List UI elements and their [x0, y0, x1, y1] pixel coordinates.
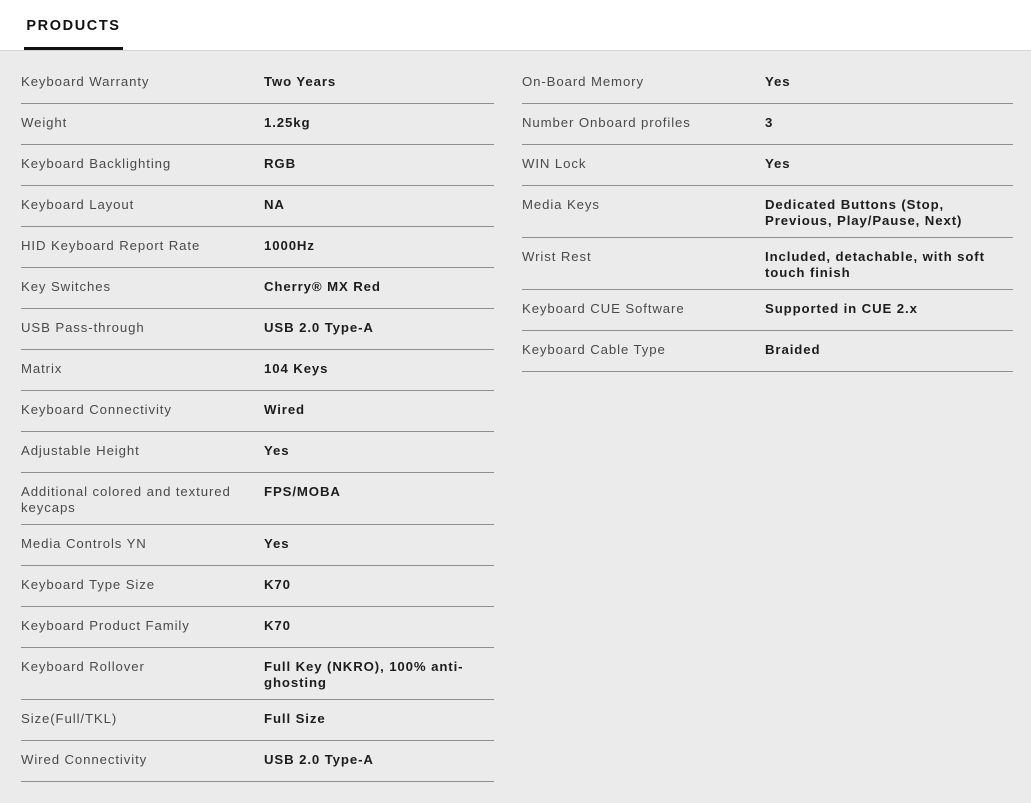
- spec-label: Wrist Rest: [522, 249, 592, 264]
- spec-value: Yes: [765, 156, 791, 171]
- spec-value: K70: [264, 618, 291, 633]
- spec-value: RGB: [264, 156, 297, 171]
- spec-label: Weight: [21, 115, 68, 130]
- spec-label: Keyboard Layout: [21, 197, 135, 212]
- spec-label: Key Switches: [21, 279, 111, 294]
- spec-row-onboard-memory: [522, 63, 1013, 104]
- spec-row-usb-pass-through: [21, 309, 494, 350]
- spec-label: Keyboard Connectivity: [21, 402, 172, 417]
- spec-value: Yes: [264, 536, 290, 551]
- spec-label: Adjustable Height: [21, 443, 140, 458]
- spec-row-media-keys: [522, 186, 1013, 238]
- spec-label: Keyboard Type Size: [21, 577, 155, 592]
- spec-row-onboard-profiles: [522, 104, 1013, 145]
- spec-value: Dedicated Buttons (Stop, Previous, Play/Pause, Next): [765, 197, 963, 228]
- spec-value: Yes: [765, 74, 791, 89]
- spec-value: NA: [264, 197, 285, 212]
- spec-label: WIN Lock: [522, 156, 587, 171]
- spec-label: USB Pass-through: [21, 320, 145, 335]
- spec-value: Cherry® MX Red: [264, 279, 381, 294]
- spec-row-keyboard-connectivity: [21, 391, 494, 432]
- spec-value: USB 2.0 Type-A: [264, 752, 374, 767]
- spec-row-size: [21, 700, 494, 741]
- spec-value: K70: [264, 577, 291, 592]
- spec-row-cable-type: [522, 331, 1013, 372]
- specs-table-left: [21, 63, 494, 782]
- spec-value: 1000Hz: [264, 238, 315, 253]
- spec-row-cue-software: [522, 290, 1013, 331]
- spec-value: 104 Keys: [264, 361, 329, 376]
- spec-label: HID Keyboard Report Rate: [21, 238, 201, 253]
- spec-label: Number Onboard profiles: [522, 115, 691, 130]
- spec-label: Size(Full/TKL): [21, 711, 118, 726]
- spec-row-keyboard-layout: [21, 186, 494, 227]
- spec-row-media-controls: [21, 525, 494, 566]
- spec-row-weight: [21, 104, 494, 145]
- spec-value: Full Size: [264, 711, 326, 726]
- spec-value: Two Years: [264, 74, 337, 89]
- spec-value: Braided: [765, 342, 821, 357]
- spec-row-additional-keycaps: [21, 473, 494, 525]
- spec-label: Keyboard Product Family: [21, 618, 190, 633]
- spec-value: 3: [765, 115, 774, 130]
- spec-value: Wired: [264, 402, 306, 417]
- spec-value: Full Key (NKRO), 100% anti-ghosting: [264, 659, 464, 690]
- spec-label: On-Board Memory: [522, 74, 644, 89]
- spec-row-wrist-rest: [522, 238, 1013, 290]
- spec-row-keyboard-rollover: [21, 648, 494, 700]
- spec-row-keyboard-backlighting: [21, 145, 494, 186]
- spec-row-product-family: [21, 607, 494, 648]
- tab-bar: [0, 0, 1031, 51]
- spec-label: Keyboard Backlighting: [21, 156, 172, 171]
- spec-value: 1.25kg: [264, 115, 311, 130]
- tab-products[interactable]: PRODUCTS: [24, 0, 123, 50]
- spec-row-keyboard-warranty: [21, 63, 494, 104]
- spec-row-report-rate: [21, 227, 494, 268]
- spec-row-win-lock: [522, 145, 1013, 186]
- specs-table-right: [522, 63, 1013, 372]
- spec-label: Keyboard Warranty: [21, 74, 150, 89]
- spec-label: Keyboard CUE Software: [522, 301, 685, 316]
- spec-label: Media Controls YN: [21, 536, 147, 551]
- spec-row-key-switches: [21, 268, 494, 309]
- spec-value: FPS/MOBA: [264, 484, 341, 499]
- spec-label: Matrix: [21, 361, 63, 376]
- spec-label: Additional colored and textured keycaps: [21, 484, 231, 515]
- spec-value: Included, detachable, with soft touch finish: [765, 249, 985, 280]
- spec-row-adjustable-height: [21, 432, 494, 473]
- spec-row-wired-connectivity: [21, 741, 494, 782]
- spec-label: Keyboard Cable Type: [522, 342, 666, 357]
- spec-row-matrix: [21, 350, 494, 391]
- spec-label: Media Keys: [522, 197, 600, 212]
- spec-value: Yes: [264, 443, 290, 458]
- spec-value: Supported in CUE 2.x: [765, 301, 918, 316]
- spec-row-keyboard-type-size: [21, 566, 494, 607]
- spec-value: USB 2.0 Type-A: [264, 320, 374, 335]
- spec-label: Keyboard Rollover: [21, 659, 145, 674]
- spec-label: Wired Connectivity: [21, 752, 148, 767]
